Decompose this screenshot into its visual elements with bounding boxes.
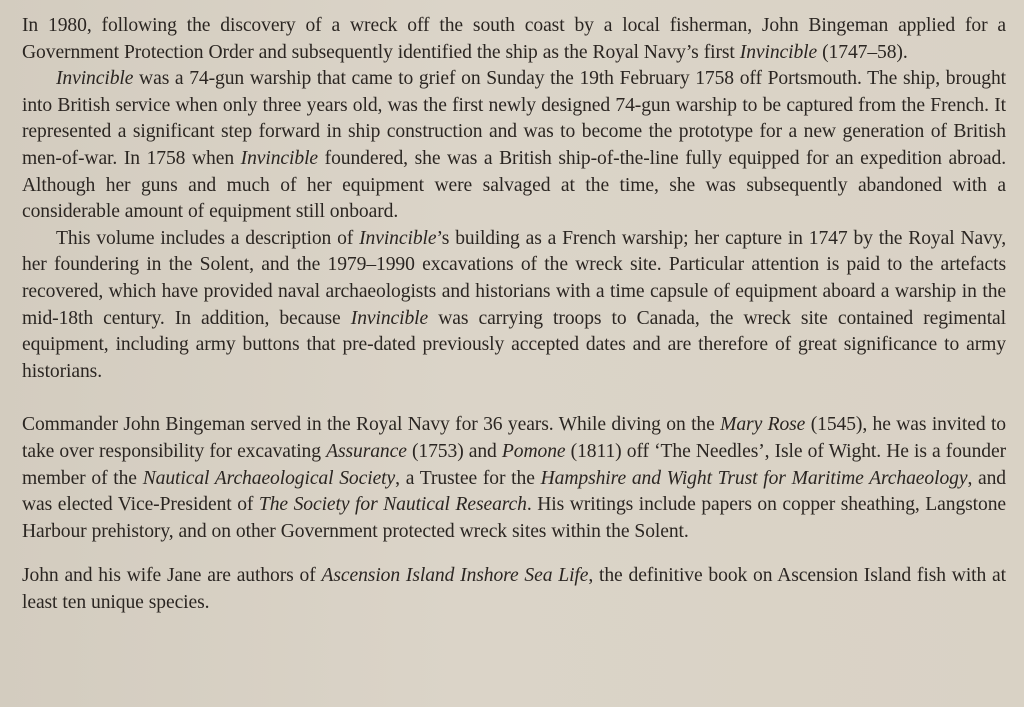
body-text: In 1980, following the discovery of a wreck off the south coast by a local fisherman, John Bingeman applied for a Government Protection Order and subsequently identified the ship as the Royal Navy’s first: [22, 15, 1006, 63]
body-text: (1747–58).: [817, 41, 908, 63]
italic-title-text: Ascension Island Inshore Sea Life: [321, 565, 589, 587]
italic-title-text: Invincible: [56, 68, 134, 90]
italic-title-text: Invincible: [739, 41, 818, 63]
body-text: (1545), he was invited to take over responsibility for excavating: [22, 414, 1006, 462]
italic-title-text: Hampshire and Wight Trust for Maritime Archaeology: [540, 467, 968, 489]
body-text: John and his wife Jane are authors of: [22, 565, 322, 587]
author-bio-paragraph-1: [22, 412, 1006, 545]
author-bio-paragraph-2: [22, 563, 1006, 616]
italic-title-text: The Society for Nautical Research: [258, 494, 527, 516]
italic-title-text: Invincible: [350, 307, 429, 329]
italic-title-text: Nautical Archaeological Society: [142, 467, 396, 489]
book-blurb: [22, 13, 1006, 385]
body-text: This volume includes a description of: [56, 227, 360, 249]
body-text: ’s building as a French warship; her capture in 1747 by the Royal Navy, her foundering in the Solent, and the 1979–1990 excavations of the wreck site. Particular attention is paid to the artefacts recovered, which have provided naval archaeologists and historians with a time capsule of equipment aboard a warship in the mid-18th century. In addition, because: [22, 227, 1007, 329]
body-text: foundered, she was a British ship-of-the-line fully equipped for an expedition abroad. Although her guns and much of her equipment were salvaged at the time, she was subsequently abandoned with a considerable amount of equipment still onboard.: [22, 147, 1007, 223]
italic-title-text: Pomone: [501, 440, 566, 462]
body-text: (1811) off ‘The Needles’, Isle of Wight. He is a founder member of the: [22, 440, 1007, 489]
body-text: Commander John Bingeman served in the Royal Navy for 36 years. While diving on the: [22, 414, 721, 436]
author-biography: [22, 412, 1006, 616]
blurb-paragraph-2: [22, 66, 1006, 226]
italic-title-text: Invincible: [359, 227, 437, 249]
italic-title-text: Mary Rose: [720, 414, 806, 436]
body-text: , and was elected Vice-President of: [22, 467, 1007, 516]
body-text: , the definitive book on Ascension Island fish with at least ten unique species.: [22, 565, 1006, 613]
italic-title-text: Assurance: [326, 440, 407, 462]
body-text: was a 74-gun warship that came to grief on Sunday the 19th February 1758 off Portsmouth. The ship, brought into British service when only three years old, was the first newly designed 74-gun warship to be captured from the French. It represented a significant step forward in ship construction and was to become the prototype for a new generation of British men-of-war. In 1758 when: [22, 68, 1006, 169]
body-text: , a Trustee for the: [395, 467, 541, 489]
body-text: (1753) and: [406, 440, 502, 462]
blurb-paragraph-1: [22, 13, 1006, 66]
body-text: . His writings include papers on copper sheathing, Langstone Harbour prehistory, and on other Government protected wreck sites within the Solent.: [22, 494, 1007, 542]
italic-title-text: Invincible: [240, 147, 319, 169]
body-text: was carrying troops to Canada, the wreck site contained regimental equipment, including army buttons that pre-dated previously accepted dates and are therefore of great significance to army historians.: [22, 307, 1006, 382]
blurb-paragraph-3: [22, 226, 1006, 386]
